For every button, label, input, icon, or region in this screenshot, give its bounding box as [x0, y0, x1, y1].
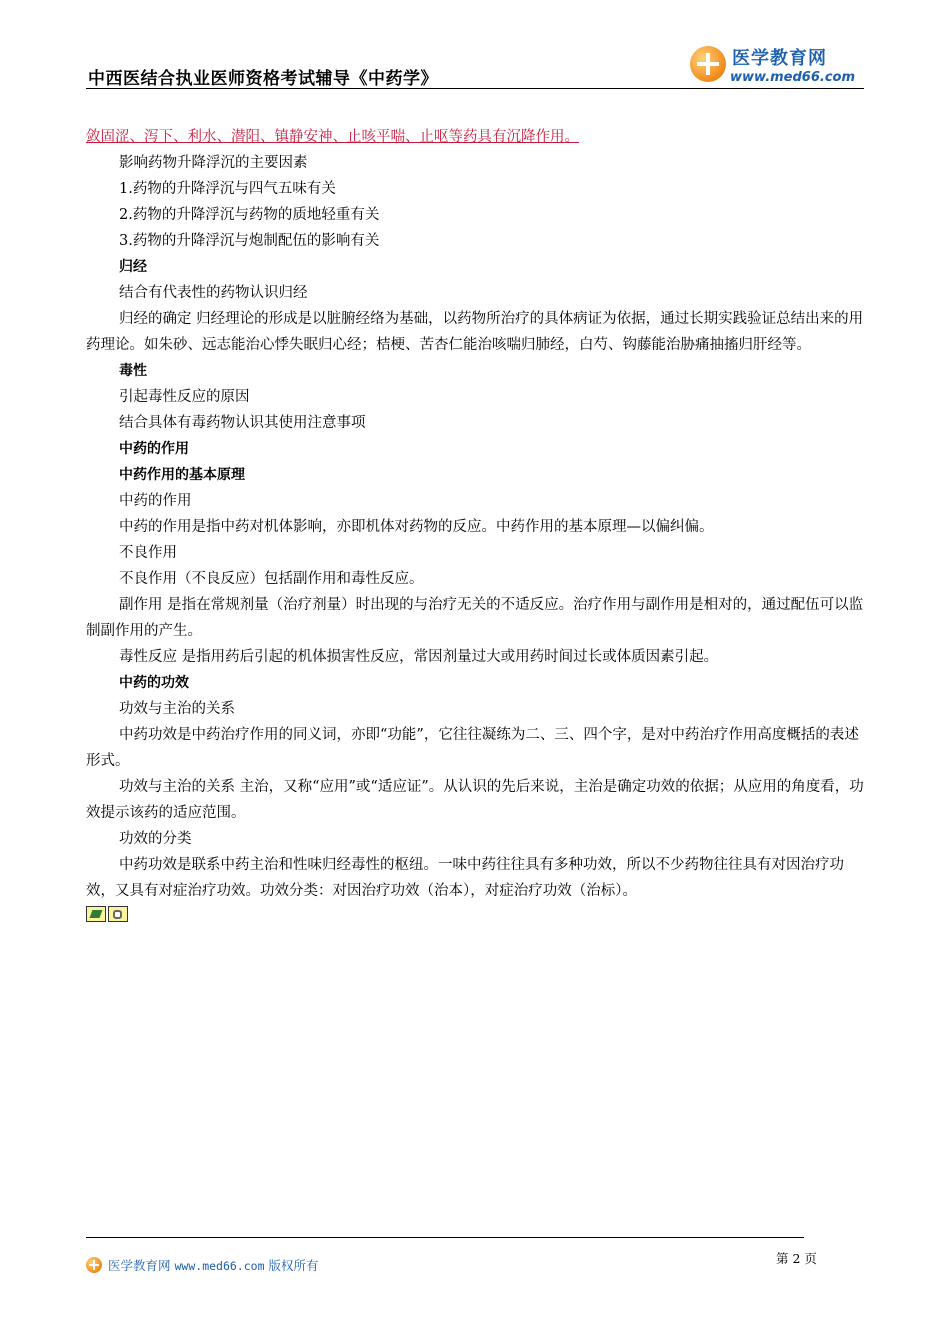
- note-icon[interactable]: [108, 906, 128, 922]
- section-heading: 中药的作用: [119, 441, 189, 457]
- footer-url[interactable]: www.med66.com: [174, 1259, 265, 1273]
- footer-copyright-label: 版权所有: [268, 1258, 319, 1273]
- footer-site-name: 医学教育网: [108, 1258, 171, 1273]
- paragraph: 中药的作用是指中药对机体影响，亦即机体对药物的反应。中药作用的基本原理—以偏纠偏。: [119, 519, 714, 535]
- footer-logo-icon: [86, 1257, 102, 1273]
- document-body: [86, 124, 866, 924]
- paragraph: 中药的作用: [119, 493, 192, 509]
- site-logo: [690, 42, 870, 92]
- paragraph: 功效的分类: [119, 831, 192, 847]
- section-heading: 毒性: [119, 363, 147, 379]
- section-heading: 归经: [119, 259, 147, 275]
- paragraph: 引起毒性反应的原因: [119, 389, 250, 405]
- paragraph: 不良作用（不良反应）包括副作用和毒性反应。: [119, 571, 424, 587]
- paragraph: 功效与主治的关系 主治，又称“应用”或“适应证”。从认识的先后来说，主治是确定功效的依据；从应用的角度看，功效提示该药的适应范围。: [86, 779, 864, 821]
- paragraph: 副作用 是指在常规剂量（治疗剂量）时出现的与治疗无关的不适反应。治疗作用与副作用是相对的，通过配伍可以监制副作用的产生。: [86, 597, 864, 639]
- highlighted-link-text[interactable]: 敛固涩、泻下、利水、潜阳、镇静安神、止咳平喘、止呕等药具有沉降作用。: [86, 129, 579, 145]
- section-heading: 中药的功效: [119, 675, 189, 691]
- paragraph: 功效与主治的关系: [119, 701, 235, 717]
- paragraph: 影响药物升降浮沉的主要因素: [119, 155, 308, 171]
- paragraph: 中药功效是中药治疗作用的同义词，亦即“功能”，它往往凝练为二、三、四个字，是对中药治疗作用高度概括的表述形式。: [86, 727, 859, 769]
- paragraph: 结合有代表性的药物认识归经: [119, 285, 308, 301]
- paragraph: 归经的确定 归经理论的形成是以脏腑经络为基础，以药物所治疗的具体病证为依据，通过长期实践验证总结出来的用药理论。如朱砂、远志能治心悸失眠归心经；桔梗、苦杏仁能治咳喘归肺经，白芍、钩藤能治胁痛抽搐归肝经等。: [86, 311, 864, 353]
- paragraph: 3.药物的升降浮沉与炮制配伍的影响有关: [119, 233, 380, 249]
- section-heading: 中药作用的基本原理: [119, 467, 245, 483]
- logo-name: 医学教育网: [732, 48, 827, 69]
- bookmark-icon[interactable]: [86, 906, 106, 922]
- footer-divider: [86, 1237, 804, 1238]
- paragraph: 中药功效是联系中药主治和性味归经毒性的枢纽。一味中药往往具有多种功效，所以不少药物往往具有对因治疗功效，又具有对症治疗功效。功效分类：对因治疗功效（治本），对症治疗功效（治标）。: [86, 857, 844, 899]
- paragraph: 毒性反应 是指用药后引起的机体损害性反应，常因剂量过大或用药时间过长或体质因素引起。: [119, 649, 719, 665]
- header-divider: [86, 88, 864, 89]
- footer-copyright: [108, 1256, 319, 1274]
- action-icons: [86, 906, 866, 924]
- paragraph: 结合具体有毒药物认识其使用注意事项: [119, 415, 366, 431]
- page-number: 第 2 页: [776, 1251, 817, 1266]
- document-header-title: 中西医结合执业医师资格考试辅导《中药学》: [88, 69, 438, 89]
- cross-logo-icon: [690, 46, 726, 82]
- logo-url: www.med66.com: [730, 70, 856, 85]
- paragraph: 1.药物的升降浮沉与四气五味有关: [119, 181, 336, 197]
- paragraph: 2.药物的升降浮沉与药物的质地轻重有关: [119, 207, 380, 223]
- paragraph: 不良作用: [119, 545, 177, 561]
